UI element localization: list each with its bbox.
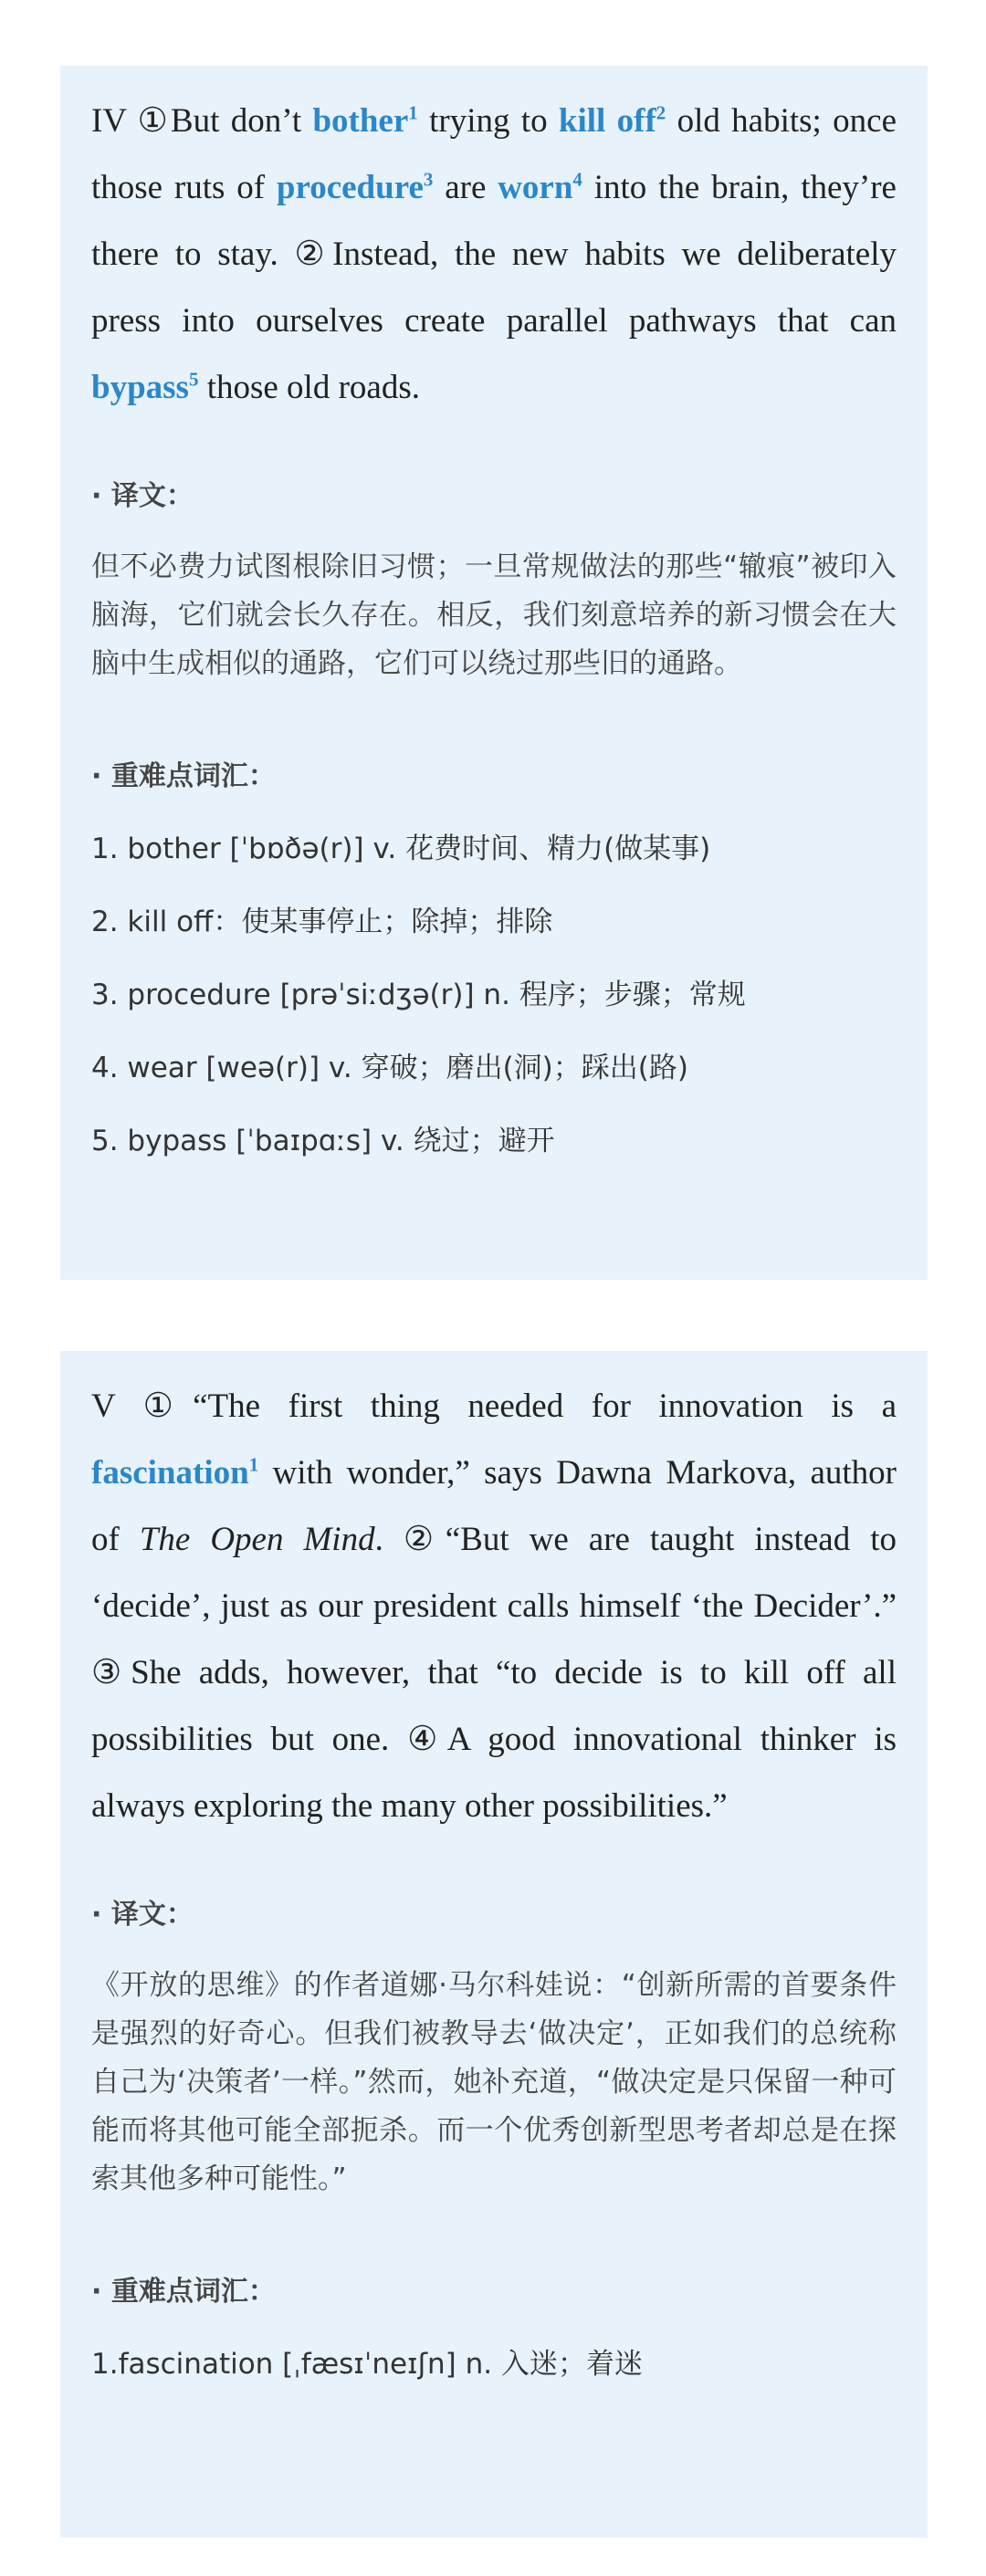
vocab-item: 4. wear [weə(r)] v. 穿破；磨出(洞)；踩出(路) [91, 1052, 688, 1084]
vocab-list [91, 2328, 897, 2401]
translation-heading: · 译文： [91, 480, 194, 512]
vocab-item: 5. bypass [ˈbaɪpɑːs] v. 绕过；避开 [91, 1125, 555, 1157]
vocab-item: 2. kill off：使某事停止；除掉；排除 [91, 906, 553, 938]
footnote-marker: 1 [408, 101, 418, 124]
english-passage: IV ①But don’t bother$^1$ trying to kill off$^2$ old habits; once those ruts of procedure$^3$ are worn$^4$ into the brain, they’re there to stay. ②Instead, the new habits we deliberately press into ourselves create parallel pathways that can bypass$^5$ those old roads. [91, 101, 897, 406]
book-title: The Open Mind [139, 1521, 375, 1558]
chinese-translation: 但不必费力试图根除旧习惯；一旦常规做法的那些“辙痕”被印入脑海，它们就会长久存在。相反，我们刻意培养的新习惯会在大脑中生成相似的通路，它们可以绕过那些旧的通路。 [91, 550, 897, 680]
keyword-kill-off: kill off [558, 102, 656, 140]
footnote-marker: 4 [572, 168, 582, 191]
passage-card-iv [60, 66, 928, 1280]
chinese-translation: 《开放的思维》的作者道娜·马尔科娃说：“创新所需的首要条件是强烈的好奇心。但我们被教导去‘做决定’，正如我们的总统称自己为‘决策者’一样。”然而，她补充道，“做决定是只保留一种可能而将其他可能全部扼杀。而一个优秀创新型思考者却总是在探索其他多种可能性。” [91, 1969, 897, 2195]
keyword-worn: worn [498, 169, 573, 206]
vocab-list [91, 812, 897, 1178]
vocab-item: 1.fascination [ˌfæsɪˈneɪʃn] n. 入迷；着迷 [91, 2348, 643, 2381]
english-passage: V ①“The first thing needed for innovation is a fascination$^1$ with wonder,” says Dawna Markova, author of The Open Mind. ②“But we are taught instead to ‘decide’, just as our president calls himself ‘the Decider’.” ③She adds, however, that “to decide is to kill off all possibilities but one. ④A good innovational thinker is always exploring the many other possibilities.” [91, 1387, 897, 1825]
vocab-item: 3. procedure [prəˈsiːdʒə(r)] n. 程序；步骤；常规 [91, 979, 746, 1011]
keyword-fascination: fascination [91, 1454, 249, 1492]
keyword-bother: bother [312, 102, 409, 140]
keyword-bypass: bypass [91, 369, 189, 406]
passage-card-v [60, 1351, 928, 2538]
footnote-marker: 5 [188, 368, 199, 391]
vocab-heading: · 重难点词汇： [91, 2276, 276, 2308]
vocab-item: 1. bother [ˈbɒðə(r)] v. 花费时间、精力(做某事) [91, 832, 711, 865]
vocab-heading: · 重难点词汇： [91, 760, 276, 792]
footnote-marker: 2 [656, 101, 666, 124]
translation-heading: · 译文： [91, 1899, 194, 1931]
keyword-procedure: procedure [276, 169, 424, 206]
footnote-marker: 3 [423, 168, 434, 191]
footnote-marker: 1 [248, 1453, 259, 1476]
